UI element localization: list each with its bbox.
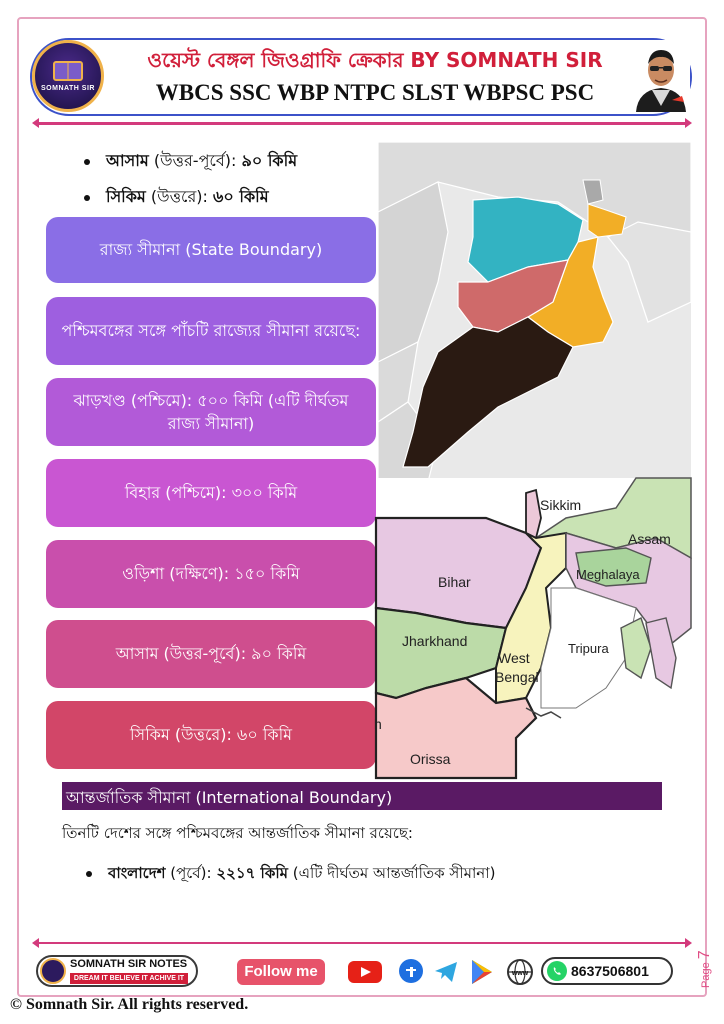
bullet-dot [84, 159, 90, 165]
section-heading-international: আন্তর্জাতিক সীমানা (International Boundary) [62, 782, 662, 810]
bullet-value: ৯০ কিমি [241, 151, 298, 170]
author-avatar [632, 40, 690, 112]
bullet-label: আসাম [106, 151, 149, 170]
bullet-label: বাংলাদেশ [108, 864, 166, 882]
logo-text: SOMNATH SIR [41, 84, 95, 92]
bullet-paren: (পূর্বে): [165, 864, 217, 882]
info-box-five-states: পশ্চিমবঙ্গের সঙ্গে পাঁচটি রাজ্যের সীমানা রয়েছে: [46, 297, 376, 365]
notes-title: SOMNATH SIR NOTES [70, 958, 188, 970]
svg-text:Page7 [696, 950, 713, 988]
map-label-bengal: Bengal [495, 669, 539, 685]
list-item [84, 148, 297, 175]
info-box-orissa: ওড়িশা (দক্ষিণে): ১৫০ কিমি [46, 540, 376, 608]
info-box-bihar: বিহার (পশ্চিমে): ৩০০ কিমি [46, 459, 376, 527]
exam-list: WBCS SSC WBP NTPC SLST WBPSC PSC [155, 80, 595, 105]
info-box-assam: আসাম (উত্তর-পূর্বে): ৯০ কিমি [46, 620, 376, 688]
bullet-paren: (উত্তর-পূর্বে): [148, 151, 242, 170]
map-label-west: West [498, 650, 530, 666]
west-bengal-political-map [376, 478, 691, 778]
map-label-edge: h [374, 716, 382, 732]
whatsapp-contact[interactable] [541, 957, 673, 985]
bullet-paren: (উত্তরে): [145, 187, 213, 206]
info-box-state-boundary: রাজ্য সীমানা (State Boundary) [46, 217, 376, 283]
phone-number: 8637506801 [571, 963, 649, 979]
map-label-orissa: Orissa [410, 751, 451, 767]
map-label-sikkim: Sikkim [540, 497, 582, 513]
youtube-icon[interactable] [346, 957, 376, 987]
map-label-bihar: Bihar [438, 574, 471, 590]
page-word: Page [700, 962, 712, 988]
website-globe-icon[interactable] [505, 957, 535, 987]
somnath-sir-logo [32, 40, 104, 112]
international-intro: তিনটি দেশের সঙ্গে পশ্চিমবঙ্গের আন্তর্জাতিক সীমানা রয়েছে: [62, 824, 413, 842]
bullet-dot [86, 871, 92, 877]
info-box-sikkim: সিকিম (উত্তরে): ৬০ কিমি [46, 701, 376, 769]
footer-divider [38, 942, 686, 944]
bullet-label: সিকিম [106, 187, 146, 206]
list-item [84, 184, 269, 211]
notes-tagline: DREAM IT BELIEVE IT ACHIVE IT [70, 973, 188, 984]
map-label-meghalaya: Meghalaya [576, 567, 640, 582]
follow-me-button[interactable]: Follow me [237, 959, 325, 985]
copyright-notice: © Somnath Sir. All rights reserved. [10, 996, 249, 1013]
play-store-icon[interactable] [467, 957, 497, 987]
bullet-dot [84, 195, 90, 201]
telegram-icon[interactable] [432, 957, 462, 987]
notes-logo-icon [40, 958, 66, 984]
bullet-note: (এটি দীর্ঘতম আন্তর্জাতিক সীমানা) [287, 864, 496, 882]
page-digit: 7 [696, 950, 713, 960]
neighbouring-states-map [378, 142, 691, 482]
header-divider [38, 122, 686, 125]
facebook-icon[interactable] [397, 957, 427, 987]
map-label-tripura: Tripura [568, 641, 609, 656]
svg-text:www: www [511, 970, 529, 977]
list-item-bangladesh [86, 862, 495, 887]
page-title: ওয়েস্ট বেঙ্গল জিওগ্রাফি ক্রেকার BY SOMNATH SIR [147, 48, 603, 72]
map-label-assam: Assam [628, 531, 671, 547]
book-icon [53, 61, 83, 81]
map-label-jharkhand: Jharkhand [402, 633, 468, 649]
info-box-jharkhand: ঝাড়খণ্ড (পশ্চিমে): ৫০০ কিমি (এটি দীর্ঘতম রাজ্য সীমানা) [46, 378, 376, 446]
whatsapp-icon [547, 961, 567, 981]
bullet-value: ৬০ কিমি [213, 187, 269, 206]
bullet-value: ২২১৭ কিমি [216, 864, 288, 882]
page-number [694, 940, 716, 990]
